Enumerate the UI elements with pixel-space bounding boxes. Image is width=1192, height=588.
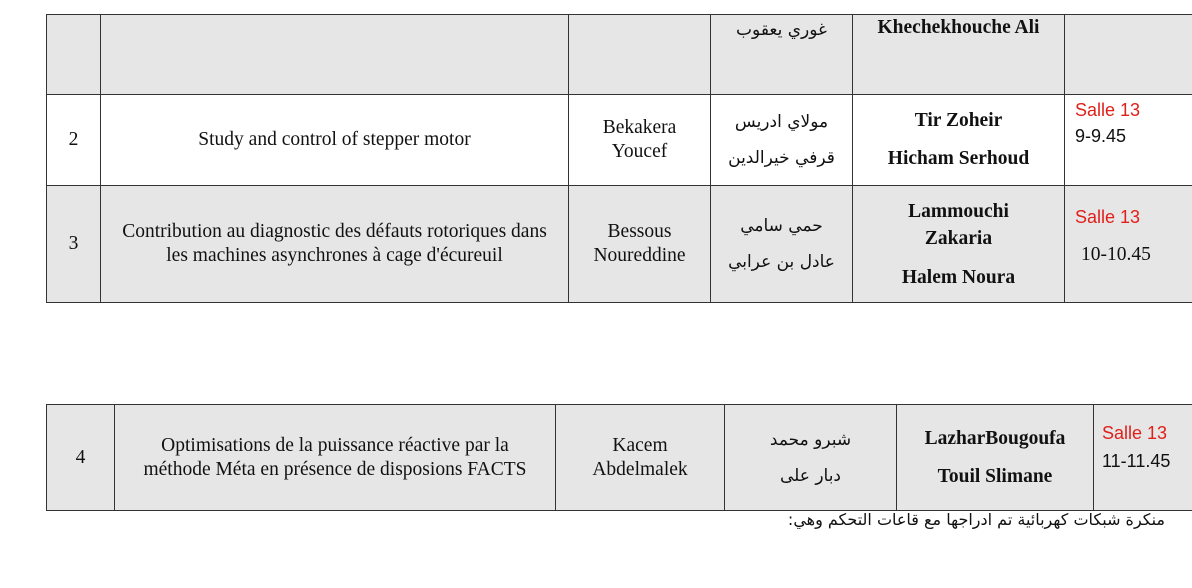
time-slot: 11-11.45 [1102,451,1171,471]
supervisor-1: غوري يعقوب [736,20,827,40]
jury-members [853,15,1065,95]
student-name: Kacem Abdelmalek [556,405,725,511]
supervisor-1: شبرو محمد [769,429,852,450]
supervisor-2: دبار على [779,465,842,486]
time-slot: 9-9.45 [1075,126,1127,146]
room-label: Salle 13 [1075,100,1141,120]
row-number: 2 [47,95,101,186]
table-row [47,95,1192,186]
room-label: Salle 13 [1075,207,1141,227]
time-slot: 10-10.45 [1081,244,1151,265]
jury-member-2: Touil Slimane [937,465,1053,487]
supervisors [711,15,853,95]
room-time [1094,405,1192,511]
table-row [47,15,1192,95]
jury-member-1: LazharBougoufa [924,427,1066,449]
jury-member-1: Lammouchi Zakaria [908,200,1009,249]
room-time [1065,186,1192,303]
supervisors [725,405,897,511]
supervisors [711,186,853,303]
schedule-table-top [46,14,1192,303]
supervisor-2: قرفي خيرالدين [728,148,835,168]
supervisor-1: حمي سامي [740,216,823,236]
jury-members [897,405,1094,511]
room-time [1065,15,1192,95]
thesis-title [101,15,569,95]
supervisor-2: عادل بن عرابي [728,252,835,272]
jury-member-1: Tir Zoheir [914,110,1003,131]
table-row [47,405,1192,511]
thesis-title: Contribution au diagnostic des défauts rotoriques dans les machines asynchrones à cage d'écureuil [101,186,569,303]
supervisor-1: مولاي ادريس [734,112,829,132]
schedule-table-bottom [46,404,1192,511]
table-row [47,186,1192,303]
student-name: Bekakera Youcef [569,95,711,186]
room-label: Salle 13 [1102,423,1168,443]
thesis-title: Optimisations de la puissance réactive par la méthode Méta en présence de disposions FACTS [115,405,556,511]
student-name: Bessous Noureddine [569,186,711,303]
jury-members [853,186,1065,303]
room-time [1065,95,1192,186]
student-name [569,15,711,95]
jury-members [853,95,1065,186]
row-number: 3 [47,186,101,303]
jury-member-1: Khechekhouche Ali [877,17,1040,38]
thesis-title: Study and control of stepper motor [101,95,569,186]
supervisors [711,95,853,186]
jury-member-2: Hicham Serhoud [887,148,1030,169]
row-number [47,15,101,95]
footer-note: منكرة شبكات كهربائية تم ادراجها مع قاعات التحكم وهي: [787,510,1165,529]
jury-member-2: Halem Noura [901,266,1016,288]
row-number: 4 [47,405,115,511]
